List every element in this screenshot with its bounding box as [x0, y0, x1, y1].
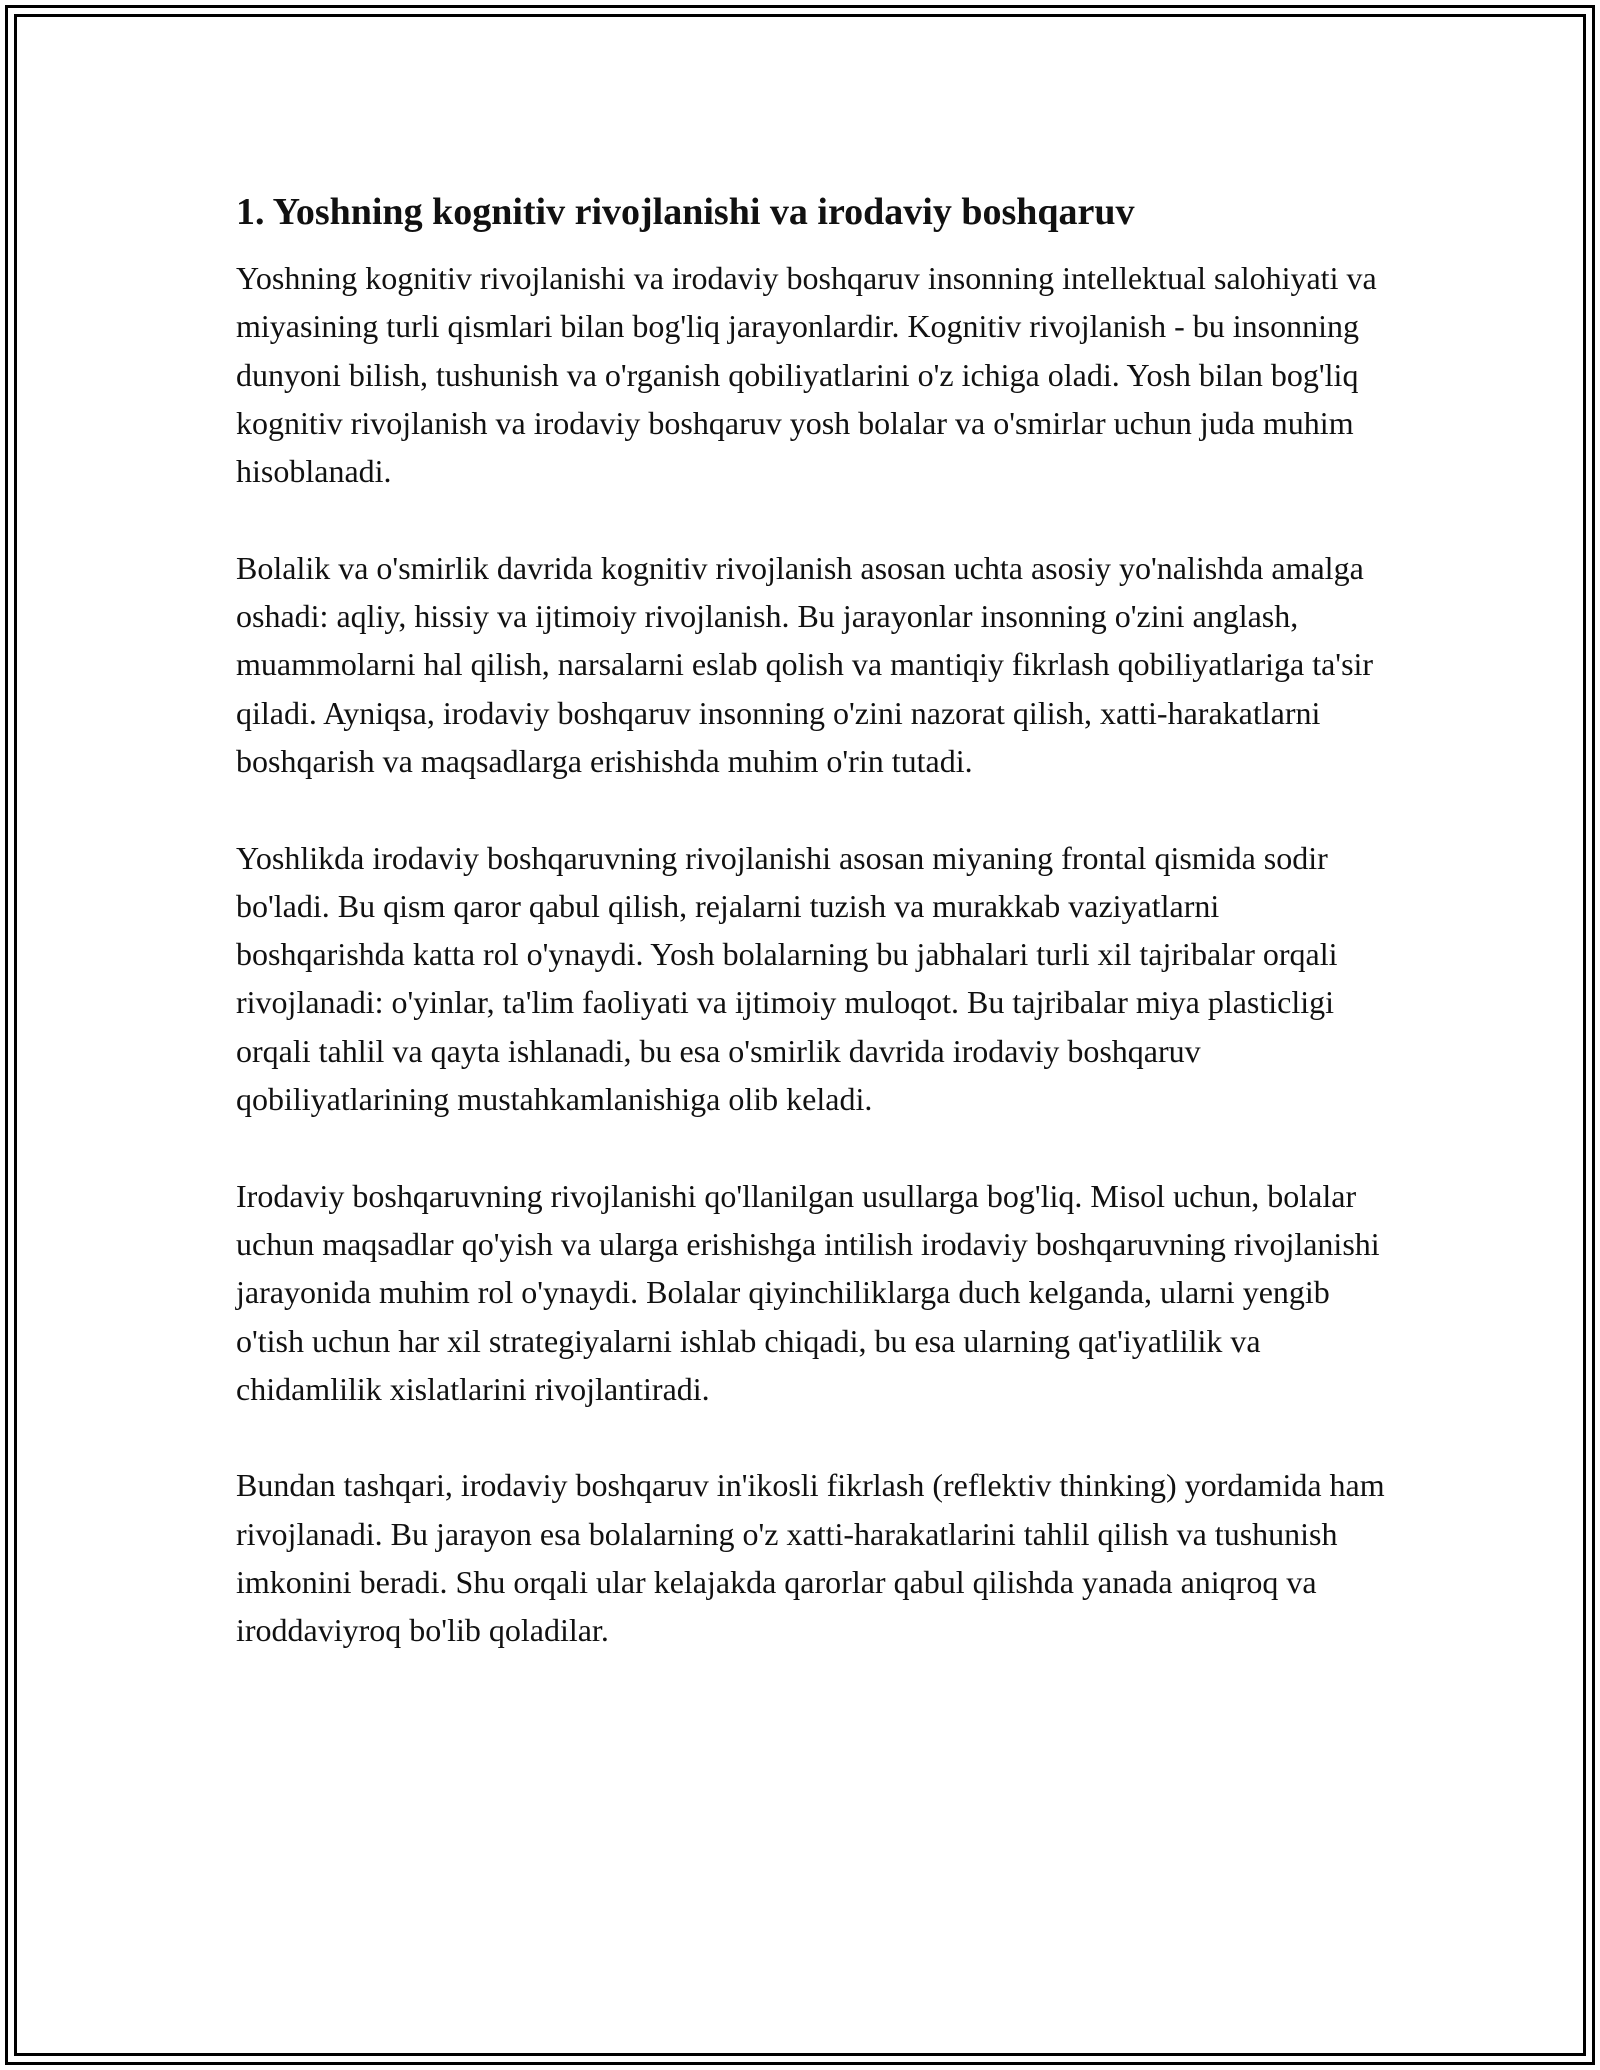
paragraph-4: Irodaviy boshqaruvning rivojlanishi qo'llanilgan usullarga bog'liq. Misol uchun, bolalar uchun maqsadlar qo'yish va ularga erishishga intilish irodaviy boshqaruvning rivojlanishi jarayonida muhim rol o'ynaydi. Bolalar qiyinchiliklarga duch kelganda, ularni yengib o'tish uchun har xil strategiyalarni ishlab chiqadi, bu esa ularning qat'iyatlilik va chidamlilik xislatlarini rivojlantiradi.	[236, 1177, 1380, 1407]
paragraph-2: Bolalik va o'smirlik davrida kognitiv rivojlanish asosan uchta asosiy yo'nalishda amalga oshadi: aqliy, hissiy va ijtimoiy rivojlanish. Bu jarayonlar insonning o'zini anglash, muammolarni hal qilish, narsalarni eslab qolish va mantiqiy fikrlash qobiliyatlariga ta'sir qiladi. Ayniqsa, irodaviy boshqaruv insonning o'zini nazorat qilish, xatti-harakatlarni boshqarish va maqsadlarga erishishda muhim o'rin tutadi.	[236, 549, 1374, 779]
paragraph-3: Yoshlikda irodaviy boshqaruvning rivojlanishi asosan miyaning frontal qismida sodir bo'ladi. Bu qism qaror qabul qilish, rejalarni tuzish va murakkab vaziyatlarni boshqarishda katta rol o'ynaydi. Yosh bolalarning bu jabhalari turli xil tajribalar orqali rivojlanadi: o'yinlar, ta'lim faoliyati va ijtimoiy muloqot. Bu tajribalar miya plasticligi orqali tahlil va qayta ishlanadi, bu esa o'smirlik davrida irodaviy boshqaruv qobiliyatlarining mustahkamlanishiga olib keladi.	[236, 839, 1338, 1118]
section-heading: 1. Yoshning kognitiv rivojlanishi va irodaviy boshqaruv	[236, 191, 1135, 233]
paragraph-1: Yoshning kognitiv rivojlanishi va irodaviy boshqaruv insonning intellektual salohiyati va miyasining turli qismlari bilan bog'liq jarayonlardir. Kognitiv rivojlanish - bu insonning dunyoni bilish, tushunish va o'rganish qobiliyatlarini o'z ichiga oladi. Yosh bilan bog'liq kognitiv rivojlanish va irodaviy boshqaruv yosh bolalar va o'smirlar uchun juda muhim hisoblanadi.	[236, 260, 1377, 490]
document-body	[236, 186, 1386, 1703]
paragraph-5: Bundan tashqari, irodaviy boshqaruv in'ikosli fikrlash (reflektiv thinking) yordamida ham rivojlanadi. Bu jarayon esa bolalarning o'z xatti-harakatlarini tahlil qilish va tushunish imkonini beradi. Shu orqali ular kelajakda qarorlar qabul qilishda yanada aniqroq va iroddaviyroq bo'lib qoladilar.	[236, 1467, 1385, 1649]
